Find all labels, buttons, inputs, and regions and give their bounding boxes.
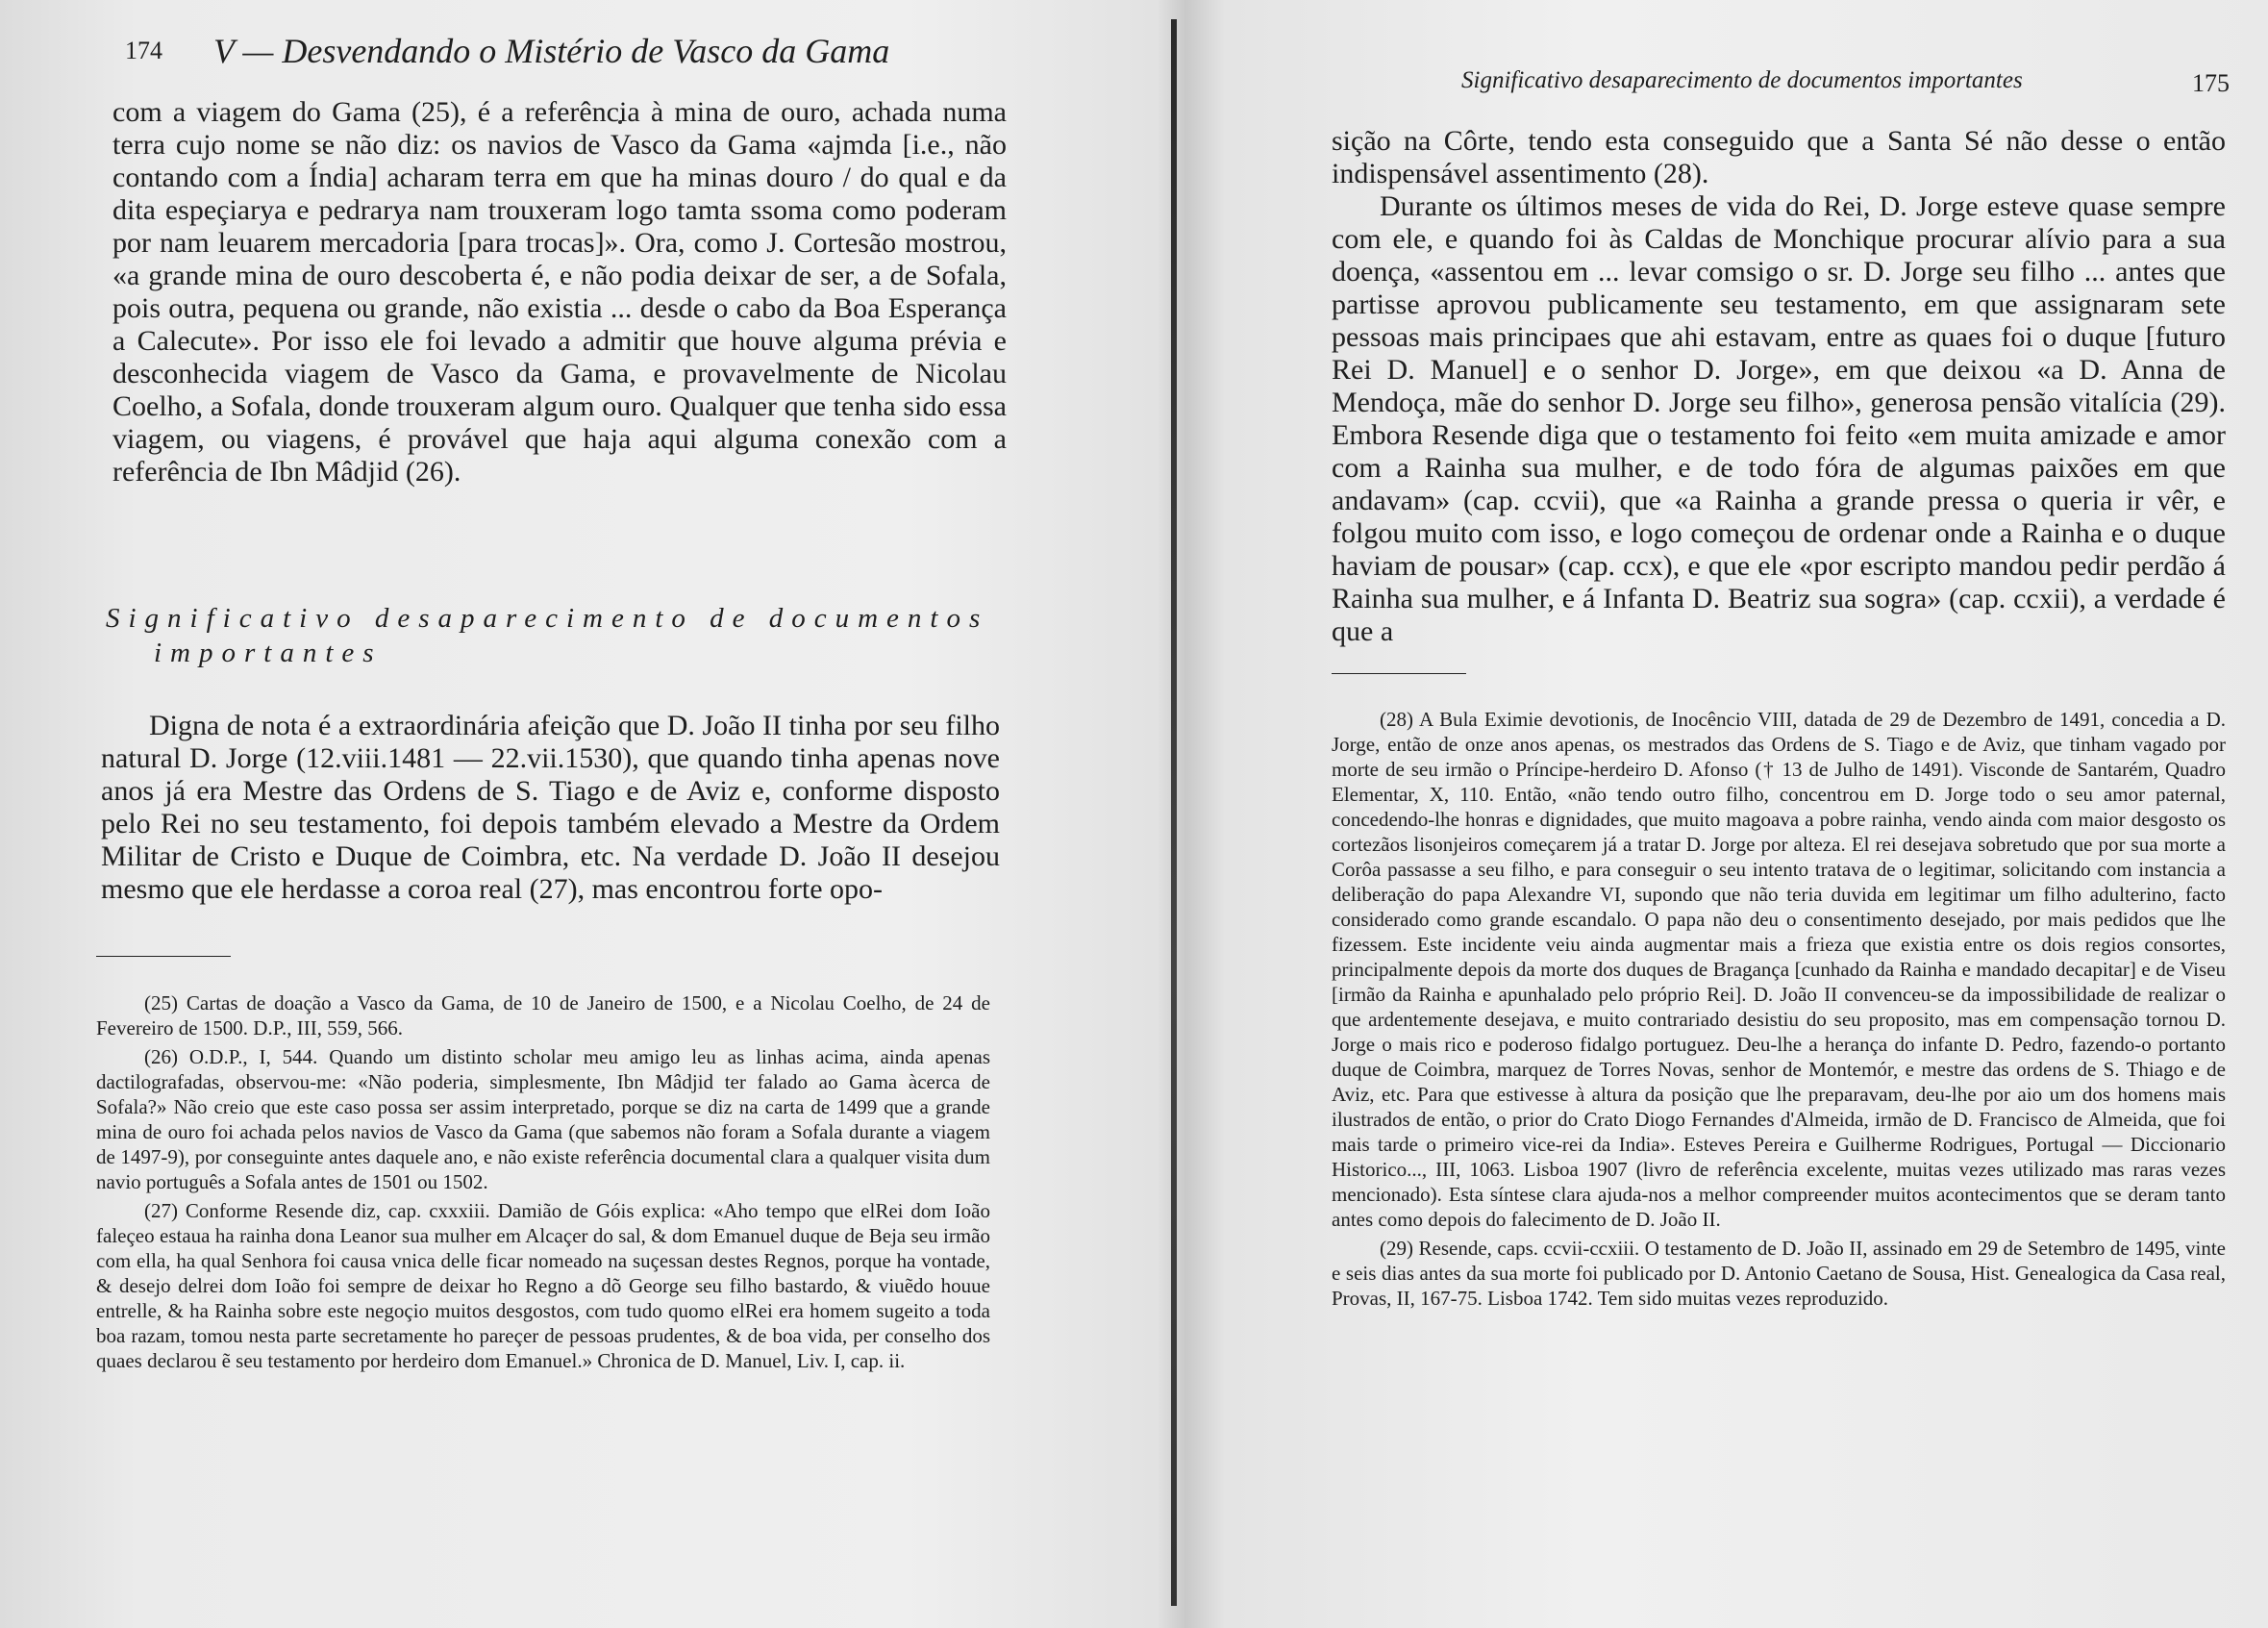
footnote-rule <box>96 956 231 957</box>
footnote-29: (29) Resende, caps. ccvii-ccxiii. O testamento de D. João II, assinado em 29 de Setembro de 1495, vinte e seis dias antes da sua morte foi publicado por D. Antonio Caetano de Sousa, Hist. Genealogica da Casa real, Provas, II, 167-75. Lisboa 1742. Tem sido muitas vezes reproduzido. <box>1332 1237 2226 1310</box>
right-page <box>1332 0 2230 1628</box>
right-running-head: Significativo desaparecimento de documentos importantes <box>1461 67 2023 93</box>
left-footnotes <box>96 990 990 1377</box>
footnote-25: (25) Cartas de doação a Vasco da Gama, de 10 de Janeiro de 1500, e a Nicolau Coelho, de 24 de Fevereiro de 1500. D.P., III, 559, 566. <box>96 991 990 1039</box>
right-footnotes <box>1332 707 2226 1315</box>
left-page-number: 174 <box>125 37 162 64</box>
right-page-number: 175 <box>2192 69 2230 97</box>
left-page <box>96 0 1009 1628</box>
section-heading <box>106 601 1000 670</box>
footnote-28: (28) A Bula Eximie devotionis, de Inocêncio VIII, datada de 29 de Dezembro de 1491, concedia a D. Jorge, então de onze anos apenas, os mestrados das Ordens de S. Tiago e de Aviz, que tinham vagado por morte de seu irmão o Príncipe-herdeiro D. Afonso († 13 de Julho de 1491). Visconde de Santarém, Quadro Elementar, X, 110. Então, «não tendo outro filho, concentrou em D. Jorge todo o seu amor paternal, concedendo-lhe honras e dignidades, que muito magoava a pobre rainha, vendo ainda com maior desgosto os cortezãos lisonjeiros começarem já a tratar D. Jorge por alteza. El rei desejava sobretudo que por sua morte a Corôa passasse a seu filho, e para conseguir o seu intento tratava de o legitimar, solicitando com instancia a deliberação do papa Alexandre VI, supondo que não teria duvida em legitimar um filho adulterino, facto considerado como grande escandalo. O papa não deu o consentimento desejado, por mais pedidos que lhe fizessem. Este incidente veiu ainda augmentar mais a frieza que existia entre os dois regios consortes, principalmente depois da morte dos duques de Bragança [cunhado da Rainha e mandado decapitar] e de Viseu [irmão da Rainha e apunhalado pelo próprio Rei]. D. João II convenceu-se da impossibilidade de realizar o que ardentemente desejava, e muito contrariado desistiu do seu proposito, mas em compensação tornou D. Jorge o mais rico e poderoso fidalgo portuguez. Deu-lhe a herança do infante D. Pedro, fazendo-o portanto duque de Coimbra, marquez de Torres Novas, senhor de Montemór, e mestre das ordens de S. Thiago e de Aviz, etc. Para que estivesse à altura da posição que lhe preparavam, deu-lhe por aio um dos homens mais ilustrados de então, o prior do Crato Diogo Fernandes d'Almeida, irmão de D. Francisco de Almeida, que foi mais tarde o primeiro vice-rei da India». Esteves Pereira e Guilherme Rodrigues, Portugal — Diccionario Historico..., III, 1063. Lisboa 1907 (livro de referência excelente, muitas vezes utilizado mas raras vezes mencionado). Esta síntese clara ajuda-nos a melhor compreender muitos acontecimentos que se deram tanto antes como depois do falecimento de D. João II. <box>1332 708 2226 1231</box>
left-body-text <box>112 96 1007 488</box>
right-paragraph-2: Durante os últimos meses de vida do Rei, D. Jorge esteve quase sempre com ele, e quando foi às Caldas de Monchique procurar alívio para a sua doença, «assentou em ... levar comsigo o sr. D. Jorge seu filho ... antes que partisse aprovou publicamente seu testamento, em que assignaram sete pessoas mais principaes que ahi estavam, entre as quaes foi o duque [futuro Rei D. Manuel] e o senhor D. Jorge», em que deixou «a D. Anna de Mendoça, mãe do senhor D. Jorge seu filho», generosa pensão vitalícia (29). Embora Resende diga que o testamento foi feito «em muita amizade e amor com a Rainha sua mulher, e de todo fóra de algumas paixões em que andavam» (cap. ccvii), que «a Rainha a grande pressa o queria ir vêr, e folgou muito com isso, e logo começou de ordenar onde a Rainha e o duque haviam de pousar» (cap. ccx), e que ele «por escripto mandou pedir perdão á Rainha sua mulher, e á Infanta D. Beatriz sua sogra» (cap. ccxii), a verdade é que a <box>1332 190 2226 647</box>
left-paragraph-2: Digna de nota é a extraordinária afeição que D. João II tinha por seu filho natural D. Jorge (12.viii.1481 — 22.vii.1530), que quando tinha apenas nove anos já era Mestre das Ordens de S. Tiago e de Aviz e, conforme disposto pelo Rei no seu testamento, foi depois também elevado a Mestre da Ordem Militar de Cristo e Duque de Coimbra, etc. Na verdade D. João II desejou mesmo que ele herdasse a coroa real (27), mas encontrou forte opo- <box>101 710 1000 905</box>
footnote-rule <box>1332 673 1466 674</box>
left-paragraph-1: com a viagem do Gama (25), é a referência à mina de ouro, achada numa terra cujo nome se não diz: os navios de Vasco da Gama «ajmda [i.e., não contando com a Índia] acharam terra em que ha minas douro / do qual e da dita espeçiarya e pedrarya nam trouxeram logo tamta ssoma como poderam por nam leuarem mercadoria [para trocas]». Ora, como J. Cortesão mostrou, «a grande mina de ouro descoberta é, e não podia deixar de ser, a de Sofala, pois outra, pequena ou grande, não existia ... desde o cabo da Boa Esperança a Calecute». Por isso ele foi levado a admitir que houve alguma prévia e desconhecida viagem de Vasco da Gama, e provavelmente de Nicolau Coelho, a Sofala, donde trouxeram algum ouro. Qualquer que tenha sido essa viagem, ou viagens, é provável que haja aqui alguma conexão com a referência de Ibn Mâdjid (26). <box>112 96 1007 488</box>
left-running-head: V — Desvendando o Mistério de Vasco da Gama <box>213 32 890 70</box>
right-paragraph-1: sição na Côrte, tendo esta conseguido que a Santa Sé não desse o então indispensável assentimento (28). <box>1332 125 2226 189</box>
footnote-26: (26) O.D.P., I, 544. Quando um distinto scholar meu amigo leu as linhas acima, ainda apenas dactilografadas, observou-me: «Não poderia, simplesmente, Ibn Mâdjid ter falado ao Gama àcerca de Sofala?» Não creio que este caso possa ser assim interpretado, porque se diz na carta de 1499 que a grande mina de ouro foi achada pelos navios de Vasco da Gama (que sabemos não foram a Sofala durante a viagem de 1497-9), por conseguinte antes daquele ano, e não existe referência documental clara a qualquer visita dum navio português a Sofala antes de 1501 ou 1502. <box>96 1045 990 1193</box>
section-heading-line-2: importantes <box>154 638 383 668</box>
footnote-27: (27) Conforme Resende diz, cap. cxxxiii. Damião de Góis explica: «Aho tempo que elRei dom Ioão faleçeo estaua ha rainha dona Leanor sua mulher em Alcaçer do sal, & dom Emanuel duque de Beja seu irmão com ella, ha qual Senhora foi causa vnica delle ficar nomeado na suçessan destes Regnos, porque ha vontade, & desejo delrei dom Ioão foi sempre de deixar ho Regno a dõ George seu filho bastardo, & viuẽdo houue entrelle, & ha Rainha sobre este negoçio muitos desgostos, com tudo quomo elRei era homem sugeito a toda boa razam, tomou nesta parte secretamente ho pareçer de pessoas prudentes, & de boa vida, per conselho dos quaes declarou ẽ seu testamento por herdeiro dom Emanuel.» Chronica de D. Manuel, Liv. I, cap. ii. <box>96 1199 990 1372</box>
book-gutter <box>1171 19 1177 1606</box>
right-body-text <box>1332 125 2226 648</box>
left-body-text-2 <box>101 710 1000 906</box>
section-heading-line-1: Significativo desaparecimento de documentos <box>106 603 989 634</box>
